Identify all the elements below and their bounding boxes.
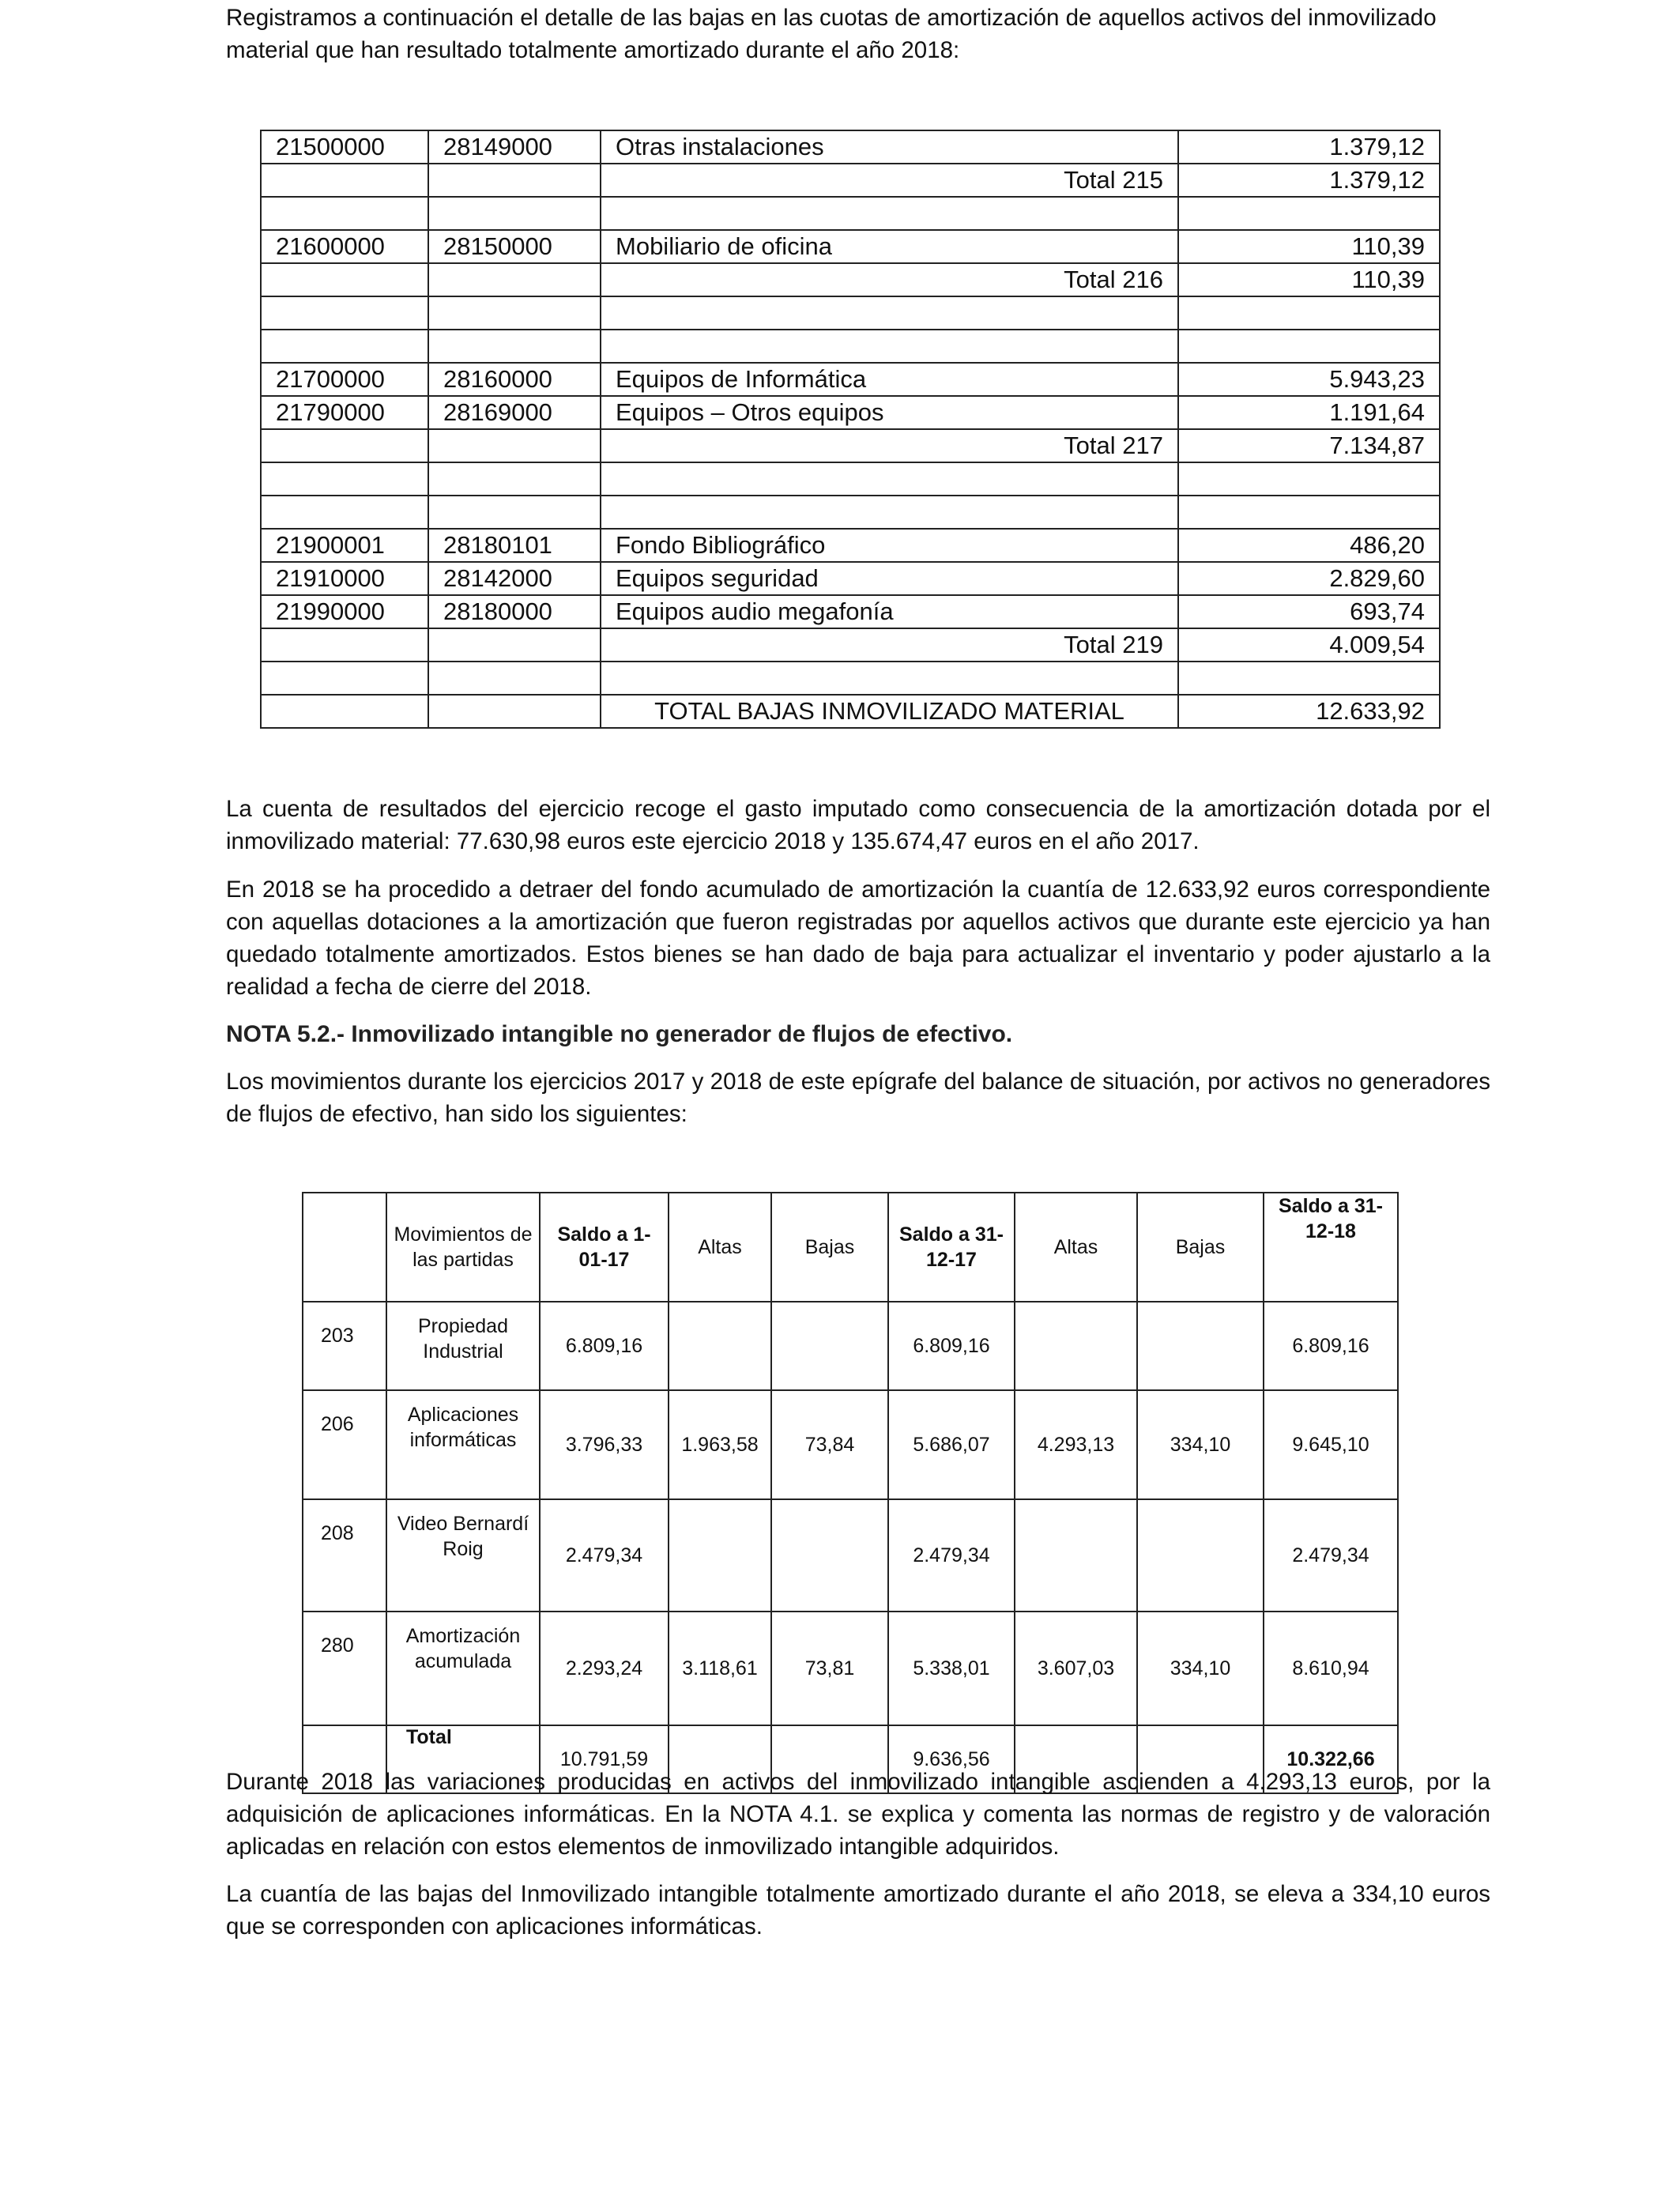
bajas-cell-cuenta-activo [261, 164, 428, 197]
bajas-cell-importe: 1.191,64 [1178, 396, 1440, 429]
movimientos-cell-altas17: 3.118,61 [669, 1612, 771, 1725]
bajas-table [260, 130, 1441, 729]
movimientos-cell-bajas17 [771, 1302, 888, 1390]
bajas-cell-cuenta-activo: 21790000 [261, 396, 428, 429]
header-altas-2018: Altas [1015, 1193, 1137, 1302]
bajas-cell-descripcion [601, 496, 1178, 529]
intro-paragraph: Registramos a continuación el detalle de las bajas en las cuotas de amortización de aquellos activos del inmovilizado material que han resultado totalmente amortizado durante el año 2018: [226, 5, 1437, 63]
bajas-row-total [261, 628, 1440, 662]
movimientos-row-208 [303, 1499, 1398, 1612]
movimientos-cell-altas17 [669, 1499, 771, 1612]
bajas-cell-descripcion: Equipos seguridad [601, 562, 1178, 595]
bajas-row-total [261, 164, 1440, 197]
bajas-cell-descripcion: Total 217 [601, 429, 1178, 462]
movimientos-cell-altas17 [669, 1302, 771, 1390]
bajas-cell-cuenta-activo [261, 263, 428, 296]
bajas-cell-cuenta-activo [261, 330, 428, 363]
paragraph-detraccion-fondo: En 2018 se ha procedido a detraer del fondo acumulado de amortización la cuantía de 12.633,92 euros correspondiente con aquellas dotaciones a la amortización que fueron registradas por aquellos activos que durante este ejercicio ya han quedado totalmente amortizados. Estos bienes se han dado de baja para actualizar el inventario y poder ajustarlo a la realidad a fecha de cierre del 2018. [226, 876, 1490, 1000]
bajas-cell-importe: 486,20 [1178, 529, 1440, 562]
movimientos-cell-s1218: 9.645,10 [1264, 1390, 1398, 1499]
bajas-cell-cuenta-activo [261, 695, 428, 728]
bajas-cell-cuenta-amortizacion [428, 496, 601, 529]
header-saldo-31-12-18: Saldo a 31-12-18 [1264, 1193, 1398, 1302]
movimientos-table-body [303, 1302, 1398, 1725]
movimientos-cell-code: 280 [303, 1612, 386, 1725]
bajas-cell-cuenta-amortizacion [428, 462, 601, 496]
movimientos-cell-s1218: 8.610,94 [1264, 1612, 1398, 1725]
bajas-cell-cuenta-activo: 21990000 [261, 595, 428, 628]
bajas-cell-descripcion [601, 296, 1178, 330]
movimientos-cell-altas18 [1015, 1302, 1137, 1390]
movimientos-cell-label: Video Bernardí Roig [386, 1499, 540, 1612]
bajas-cell-importe [1178, 462, 1440, 496]
bajas-cell-cuenta-activo [261, 496, 428, 529]
bajas-cell-cuenta-amortizacion [428, 695, 601, 728]
bajas-row-blank [261, 330, 1440, 363]
movimientos-cell-label: Amortización acumulada [386, 1612, 540, 1725]
bajas-row-item [261, 363, 1440, 396]
header-code [303, 1193, 386, 1302]
movimientos-cell-s1217: 6.809,16 [888, 1302, 1015, 1390]
bajas-cell-importe [1178, 496, 1440, 529]
bajas-cell-descripcion: TOTAL BAJAS INMOVILIZADO MATERIAL [601, 695, 1178, 728]
bajas-cell-cuenta-activo [261, 662, 428, 695]
movimientos-cell-s17: 2.293,24 [540, 1612, 669, 1725]
movimientos-cell-bajas17: 73,81 [771, 1612, 888, 1725]
bajas-cell-importe: 4.009,54 [1178, 628, 1440, 662]
bajas-row-blank [261, 296, 1440, 330]
bajas-cell-cuenta-amortizacion [428, 197, 601, 230]
bajas-cell-cuenta-activo: 21600000 [261, 230, 428, 263]
movimientos-cell-code: 203 [303, 1302, 386, 1390]
movimientos-cell-s17: 3.796,33 [540, 1390, 669, 1499]
bajas-row-blank [261, 197, 1440, 230]
movimientos-cell-s1218: 6.809,16 [1264, 1302, 1398, 1390]
bajas-cell-importe: 110,39 [1178, 263, 1440, 296]
bajas-cell-cuenta-amortizacion: 28180000 [428, 595, 601, 628]
bajas-cell-cuenta-activo [261, 628, 428, 662]
bajas-cell-cuenta-activo [261, 296, 428, 330]
movimientos-cell-bajas18: 334,10 [1137, 1612, 1264, 1725]
movimientos-cell-altas18 [1015, 1499, 1137, 1612]
bajas-row-item [261, 230, 1440, 263]
bajas-cell-cuenta-activo [261, 197, 428, 230]
movimientos-cell-altas17: 1.963,58 [669, 1390, 771, 1499]
bajas-cell-descripcion: Fondo Bibliográfico [601, 529, 1178, 562]
bajas-cell-descripcion: Mobiliario de oficina [601, 230, 1178, 263]
bajas-cell-descripcion [601, 197, 1178, 230]
bajas-cell-cuenta-activo [261, 462, 428, 496]
paragraph-bajas-intangible: La cuantía de las bajas del Inmovilizado intangible totalmente amortizado durante el año 2018, se eleva a 334,10 euros que se corresponden con aplicaciones informáticas. [226, 1881, 1490, 1940]
bajas-cell-importe [1178, 296, 1440, 330]
bajas-cell-cuenta-amortizacion: 28149000 [428, 130, 601, 164]
bajas-row-item [261, 562, 1440, 595]
total-saldo-01-01-17: 10.791,59 [540, 1725, 669, 1793]
movimientos-header-row [303, 1193, 1398, 1302]
bajas-row-total [261, 263, 1440, 296]
bajas-cell-importe: 12.633,92 [1178, 695, 1440, 728]
bajas-cell-importe [1178, 197, 1440, 230]
bajas-cell-cuenta-amortizacion [428, 263, 601, 296]
bajas-row-blank [261, 662, 1440, 695]
movimientos-cell-s1217: 5.338,01 [888, 1612, 1015, 1725]
header-saldo-01-01-17: Saldo a 1-01-17 [540, 1193, 669, 1302]
bajas-table-body [261, 130, 1440, 728]
movimientos-cell-altas18: 3.607,03 [1015, 1612, 1137, 1725]
movimientos-cell-s17: 2.479,34 [540, 1499, 669, 1612]
paragraph-amortizacion-gasto: La cuenta de resultados del ejercicio recoge el gasto imputado como consecuencia de la amortización dotada por el inmovilizado material: 77.630,98 euros este ejercicio 2018 y 135.674,47 euros en el año 2017. [226, 796, 1490, 854]
bajas-cell-cuenta-amortizacion [428, 662, 601, 695]
movimientos-cell-bajas17: 73,84 [771, 1390, 888, 1499]
bajas-cell-cuenta-amortizacion: 28142000 [428, 562, 601, 595]
movimientos-cell-s1217: 5.686,07 [888, 1390, 1015, 1499]
bajas-cell-cuenta-amortizacion [428, 330, 601, 363]
total-saldo-31-12-18: 10.322,66 [1264, 1725, 1398, 1793]
movimientos-cell-altas18: 4.293,13 [1015, 1390, 1137, 1499]
header-bajas-2017: Bajas [771, 1193, 888, 1302]
bajas-cell-cuenta-amortizacion [428, 296, 601, 330]
bajas-cell-cuenta-amortizacion: 28169000 [428, 396, 601, 429]
bajas-cell-cuenta-activo: 21910000 [261, 562, 428, 595]
header-movimientos: Movimientos de las partidas [386, 1193, 540, 1302]
bajas-cell-cuenta-activo: 21900001 [261, 529, 428, 562]
movimientos-row-206 [303, 1390, 1398, 1499]
bajas-cell-cuenta-amortizacion [428, 164, 601, 197]
movimientos-cell-label: Propiedad Industrial [386, 1302, 540, 1390]
bajas-cell-descripcion: Otras instalaciones [601, 130, 1178, 164]
bajas-cell-cuenta-activo: 21700000 [261, 363, 428, 396]
movimientos-cell-bajas18 [1137, 1499, 1264, 1612]
movimientos-cell-s17: 6.809,16 [540, 1302, 669, 1390]
bajas-cell-cuenta-activo: 21500000 [261, 130, 428, 164]
bajas-row-blank [261, 496, 1440, 529]
movimientos-cell-bajas18 [1137, 1302, 1264, 1390]
bajas-cell-importe: 110,39 [1178, 230, 1440, 263]
bajas-row-blank [261, 462, 1440, 496]
bajas-cell-importe: 5.943,23 [1178, 363, 1440, 396]
bajas-cell-cuenta-amortizacion: 28160000 [428, 363, 601, 396]
bajas-cell-descripcion: Total 219 [601, 628, 1178, 662]
movimientos-row-280 [303, 1612, 1398, 1725]
bajas-cell-cuenta-amortizacion [428, 429, 601, 462]
movimientos-cell-bajas18: 334,10 [1137, 1390, 1264, 1499]
bajas-cell-descripcion [601, 462, 1178, 496]
movimientos-cell-code: 206 [303, 1390, 386, 1499]
bajas-cell-importe: 1.379,12 [1178, 164, 1440, 197]
bajas-cell-descripcion: Equipos de Informática [601, 363, 1178, 396]
bajas-row-total [261, 429, 1440, 462]
bajas-cell-importe: 693,74 [1178, 595, 1440, 628]
movimientos-table [302, 1192, 1399, 1794]
bajas-cell-cuenta-amortizacion: 28150000 [428, 230, 601, 263]
movimientos-cell-s1217: 2.479,34 [888, 1499, 1015, 1612]
bajas-cell-descripcion [601, 662, 1178, 695]
movimientos-cell-bajas17 [771, 1499, 888, 1612]
paragraph-movimientos-intro: Los movimientos durante los ejercicios 2017 y 2018 de este epígrafe del balance de situación, por activos no generadores de flujos de efectivo, han sido los siguientes: [226, 1069, 1490, 1127]
bajas-row-item [261, 529, 1440, 562]
movimientos-cell-code: 208 [303, 1499, 386, 1612]
header-altas-2017: Altas [669, 1193, 771, 1302]
header-saldo-31-12-17: Saldo a 31-12-17 [888, 1193, 1015, 1302]
bajas-cell-importe: 7.134,87 [1178, 429, 1440, 462]
movimientos-cell-label: Aplicaciones informáticas [386, 1390, 540, 1499]
paragraph-variaciones-2018: Durante 2018 las variaciones producidas en activos del inmovilizado intangible ascienden a 4.293,13 euros, por la adquisición de aplicaciones informáticas. En la NOTA 4.1. se explica y comenta las normas de registro y de valoración aplicadas en relación con estos elementos de inmovilizado intangible adquiridos. [226, 1769, 1490, 1860]
bajas-cell-descripcion: Total 216 [601, 263, 1178, 296]
total-saldo-31-12-17: 9.636,56 [888, 1725, 1015, 1793]
bajas-row-item [261, 396, 1440, 429]
total-label: Total [386, 1725, 540, 1793]
bajas-cell-cuenta-amortizacion: 28180101 [428, 529, 601, 562]
bajas-cell-descripcion [601, 330, 1178, 363]
bajas-cell-importe [1178, 330, 1440, 363]
bajas-cell-cuenta-activo [261, 429, 428, 462]
bajas-cell-importe: 1.379,12 [1178, 130, 1440, 164]
bajas-row-item [261, 595, 1440, 628]
bajas-cell-descripcion: Total 215 [601, 164, 1178, 197]
header-bajas-2018: Bajas [1137, 1193, 1264, 1302]
bajas-cell-descripcion: Equipos audio megafonía [601, 595, 1178, 628]
bajas-cell-descripcion: Equipos – Otros equipos [601, 396, 1178, 429]
bajas-cell-cuenta-amortizacion [428, 628, 601, 662]
bajas-row-item [261, 130, 1440, 164]
movimientos-cell-s1218: 2.479,34 [1264, 1499, 1398, 1612]
nota-5-2-heading: NOTA 5.2.- Inmovilizado intangible no generador de flujos de efectivo. [226, 1021, 1013, 1047]
movimientos-row-203 [303, 1302, 1398, 1390]
bajas-cell-importe: 2.829,60 [1178, 562, 1440, 595]
bajas-cell-importe [1178, 662, 1440, 695]
bajas-row-grand [261, 695, 1440, 728]
